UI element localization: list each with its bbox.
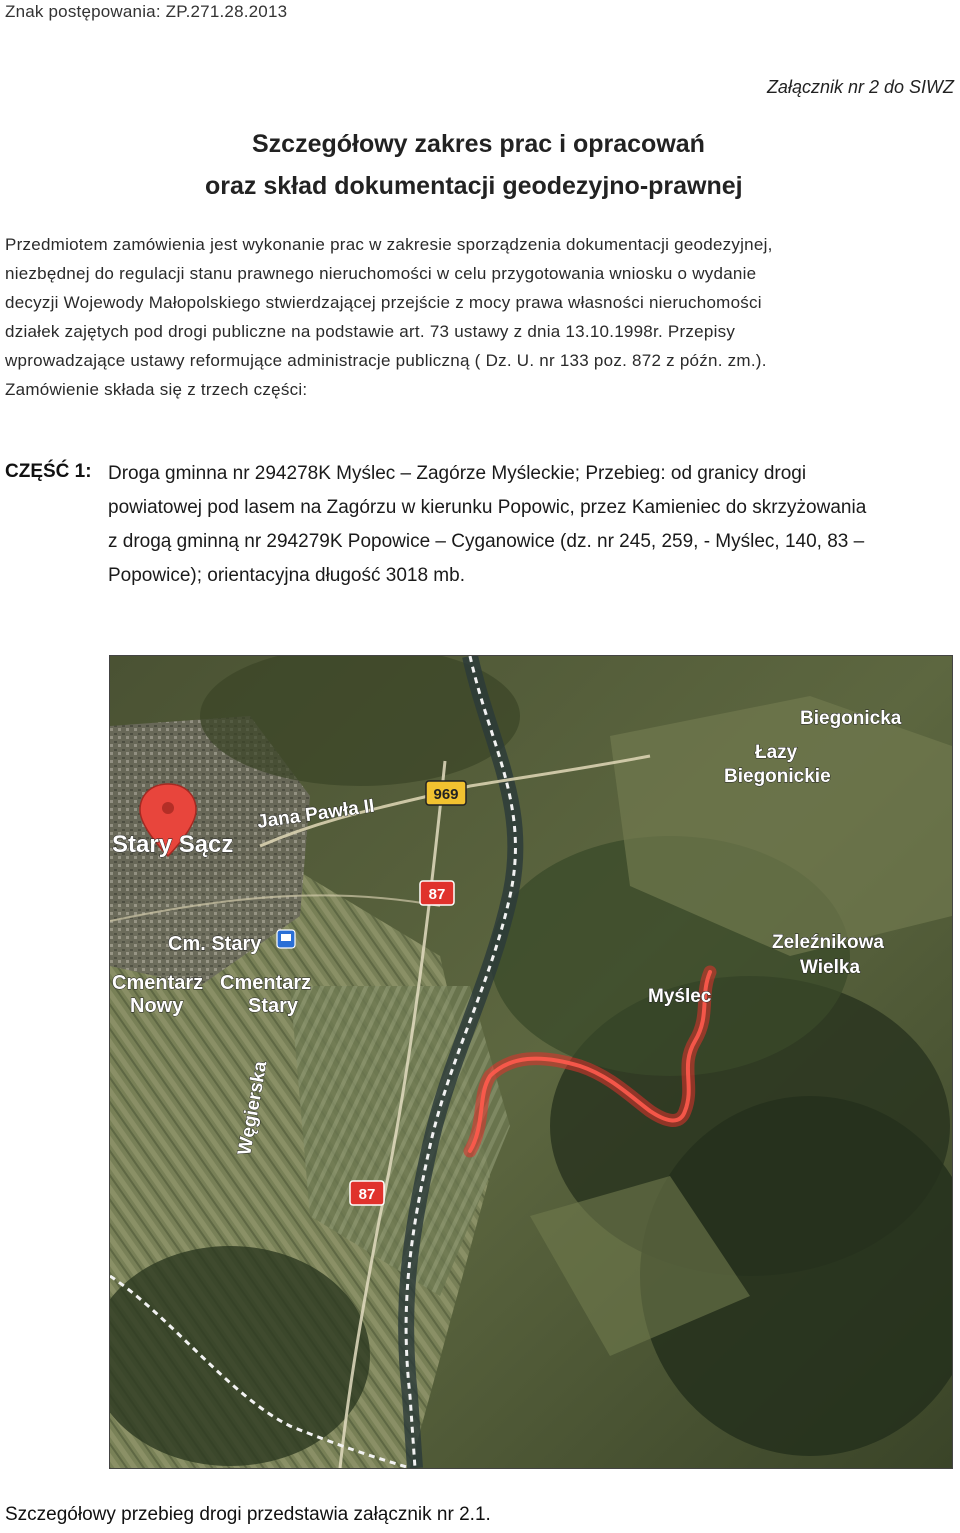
map-label-zeleznikowa-1: Zeleźnikowa	[772, 932, 884, 953]
route-map	[109, 655, 953, 1469]
intro-paragraph	[5, 230, 955, 404]
map-label-cmentarz-nowy-1: Cmentarz	[112, 972, 204, 994]
footer-note: Szczegółowy przebieg drogi przedstawia załącznik nr 2.1.	[5, 1504, 491, 1525]
intro-line: wprowadzające ustawy reformujące administracje publiczną ( Dz. U. nr 133 poz. 872 z późn. zm.).	[5, 351, 767, 370]
map-label-cmentarz-stary-1: Cmentarz	[220, 972, 312, 994]
intro-line: działek zajętych pod drogi publiczne na podstawie art. 73 ustawy z dnia 13.10.1998r. Przepisy	[5, 322, 736, 341]
map-label-stary-sacz: Stary Sącz	[112, 831, 234, 858]
document-title-line-2: oraz skład dokumentacji geodezyjno-prawnej	[205, 172, 743, 200]
road-87-top-label: 87	[428, 886, 446, 903]
attachment-label: Załącznik nr 2 do SIWZ	[766, 77, 954, 97]
map-label-jana-pawla: Jana Pawła II	[255, 795, 376, 833]
map-label-zeleznikowa-2: Wielka	[800, 957, 861, 978]
part-1-line: powiatowej pod lasem na Zagórzu w kierunku Popowic, przez Kamieniec do skrzyżowania	[108, 497, 867, 518]
document-title-line-1: Szczegółowy zakres prac i opracowań	[252, 130, 705, 158]
satellite-map-image	[110, 656, 952, 1468]
road-sign-87-bottom-icon	[350, 1181, 384, 1205]
road-sign-969-icon	[426, 781, 466, 805]
intro-line: niezbędnej do regulacji stanu prawnego nieruchomości w celu przygotowania wniosku o wydanie	[5, 264, 757, 283]
map-label-cmentarz-stary-2: Stary	[248, 995, 299, 1017]
part-1-description	[108, 457, 956, 593]
road-969-label: 969	[433, 786, 459, 803]
map-label-cm-stary: Cm. Stary	[168, 933, 262, 955]
part-1-line: Droga gminna nr 294278K Myślec – Zagórze Myśleckie; Przebieg: od granicy drogi	[108, 463, 807, 484]
road-87-bottom-label: 87	[358, 1186, 376, 1203]
map-label-myslec: Myślec	[648, 986, 712, 1007]
intro-line: Zamówienie składa się z trzech części:	[5, 380, 308, 399]
part-1-line: z drogą gminną nr 294279K Popowice – Cyganowice (dz. nr 245, 259, - Myślec, 140, 83 –	[108, 531, 865, 552]
case-reference: Znak postępowania: ZP.271.28.2013	[5, 2, 288, 21]
map-label-lazy-1: Łazy	[755, 742, 798, 763]
train-station-icon	[277, 930, 295, 948]
map-label-biegonicka: Biegonicka	[800, 708, 902, 729]
intro-line: Przedmiotem zamówienia jest wykonanie prac w zakresie sporządzenia dokumentacji geodezyjnej,	[5, 235, 773, 254]
intro-line: decyzji Wojewody Małopolskiego stwierdzającej przejście z mocy prawa własności nieruchomości	[5, 293, 762, 312]
map-label-lazy-2: Biegonickie	[724, 766, 831, 787]
road-sign-87-top-icon	[420, 881, 454, 905]
part-1-line: Popowice); orientacyjna długość 3018 mb.	[108, 565, 465, 586]
map-label-cmentarz-nowy-2: Nowy	[130, 995, 184, 1017]
map-label-wegierska: Węgierska	[234, 1059, 272, 1157]
part-1-label: CZĘŚĆ 1:	[5, 461, 92, 482]
